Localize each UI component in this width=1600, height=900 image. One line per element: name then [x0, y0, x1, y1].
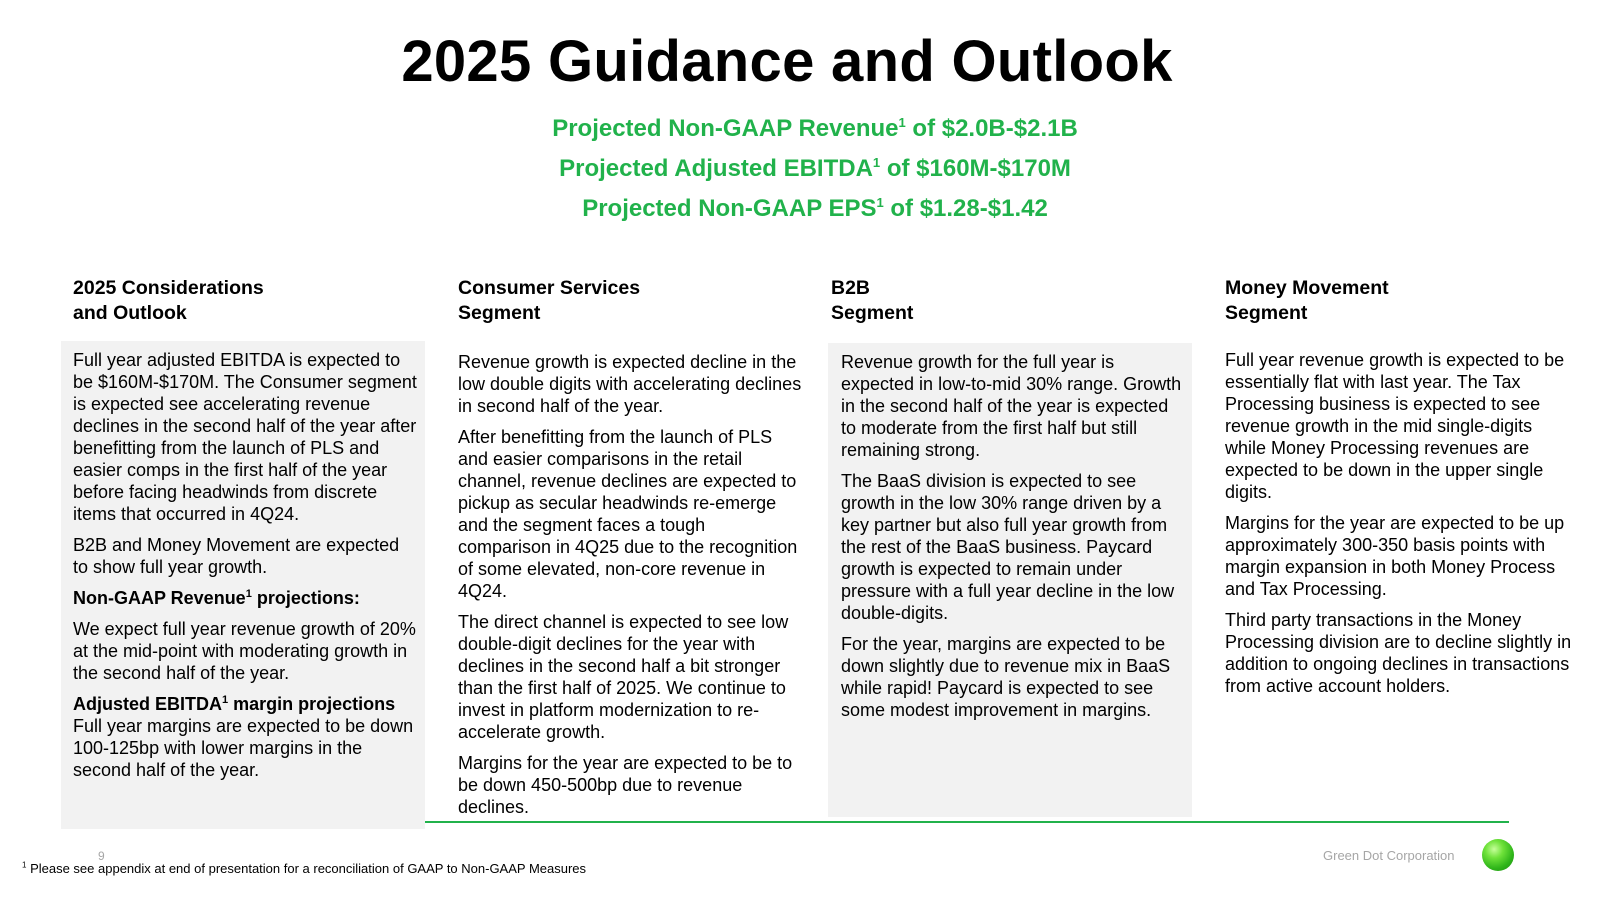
b2b-heading: B2B Segment	[831, 277, 914, 324]
money-movement-p3: Third party transactions in the Money Processing division are to decline slightly in addition to ongoing declines in transactions from active account holders.	[1225, 610, 1572, 696]
b2b-body	[841, 351, 1186, 730]
considerations-p4: Full year margins are expected to be down 100-125bp with lower margins in the second half of the year.	[73, 716, 414, 780]
consumer-p1: Revenue growth is expected decline in the low double digits with accelerating declines in second half of the year.	[458, 352, 802, 416]
footer-divider	[425, 821, 1509, 823]
headline-eps: Projected Non-GAAP EPS$^1$ of $1.28-$1.42	[582, 195, 1048, 222]
consumer-p4: Margins for the year are expected to be to be down 450-500bp due to revenue declines.	[458, 753, 793, 817]
guidance-headlines	[420, 115, 1210, 235]
considerations-p3: We expect full year revenue growth of 20% at the mid-point with moderating growth in the second half of the year.	[73, 619, 416, 683]
company-name: Green Dot Corporation	[1323, 848, 1455, 863]
money-movement-heading: Money Movement Segment	[1225, 277, 1389, 324]
considerations-body	[73, 349, 418, 790]
b2b-p1: Revenue growth for the full year is expected in low-to-mid 30% range. Growth in the second half of the year is expected to moderate from the first half but still remaining strong.	[841, 352, 1182, 460]
considerations-p1: Full year adjusted EBITDA is expected to be $160M-$170M. The Consumer segment is expected see accelerating revenue declines in the second half of the year after benefitting from the launch of PLS and easier comps in the first half of the year before facing headwinds from discrete items that occurred in 4Q24.	[73, 350, 417, 524]
page-number: 9	[98, 849, 105, 863]
consumer-p3: The direct channel is expected to see low double-digit declines for the year with declines in the second half a bit stronger than the first half of 2025. We continue to invest in platform modernization to re-accelerate growth.	[458, 612, 789, 742]
consumer-p2: After benefitting from the launch of PLS and easier comparisons in the retail channel, revenue declines are expected to pickup as secular headwinds re-emerge and the segment faces a tough comparison in 4Q25 due to the recognition of some elevated, non-core revenue in 4Q24.	[458, 427, 798, 601]
green-dot-logo-icon	[1482, 839, 1514, 871]
consumer-services-body	[458, 351, 803, 827]
headline-ebitda: Projected Adjusted EBITDA$^1$ of $160M-$170M	[559, 155, 1071, 182]
money-movement-p2: Margins for the year are expected to be up approximately 300-350 basis points with margin expansion in both Money Process and Tax Processing.	[1225, 513, 1565, 599]
b2b-p3: For the year, margins are expected to be down slightly due to revenue mix in BaaS while rapid! Paycard is expected to see some modest improvement in margins.	[841, 634, 1171, 720]
headline-revenue: Projected Non-GAAP Revenue$^1$ of $2.0B-$2.1B	[552, 115, 1078, 142]
considerations-p2: B2B and Money Movement are expected to show full year growth.	[73, 535, 400, 577]
considerations-heading: 2025 Considerations and Outlook	[73, 277, 264, 324]
b2b-p2: The BaaS division is expected to see growth in the low 30% range driven by a key partner but also full year growth from the rest of the BaaS business. Paycard growth is expected to remain under pressure with a full year decline in the low double-digits.	[841, 471, 1175, 623]
money-movement-p1: Full year revenue growth is expected to be essentially flat with last year. The Tax Processing business is expected to see revenue growth in the mid single-digits while Money Processing revenues are expected to be down in the upper single digits.	[1225, 350, 1565, 502]
money-movement-body	[1225, 349, 1577, 706]
footnote: $^1$ Please see appendix at end of presentation for a reconciliation of GAAP to Non-GAAP Measures	[22, 860, 587, 876]
slide-title: 2025 Guidance and Outlook	[401, 29, 1173, 94]
revenue-projections-heading: Non-GAAP Revenue$^1$ projections:	[73, 588, 360, 608]
consumer-services-heading: Consumer Services Segment	[458, 277, 641, 324]
ebitda-margin-heading: Adjusted EBITDA$^1$ margin projections	[73, 694, 396, 714]
